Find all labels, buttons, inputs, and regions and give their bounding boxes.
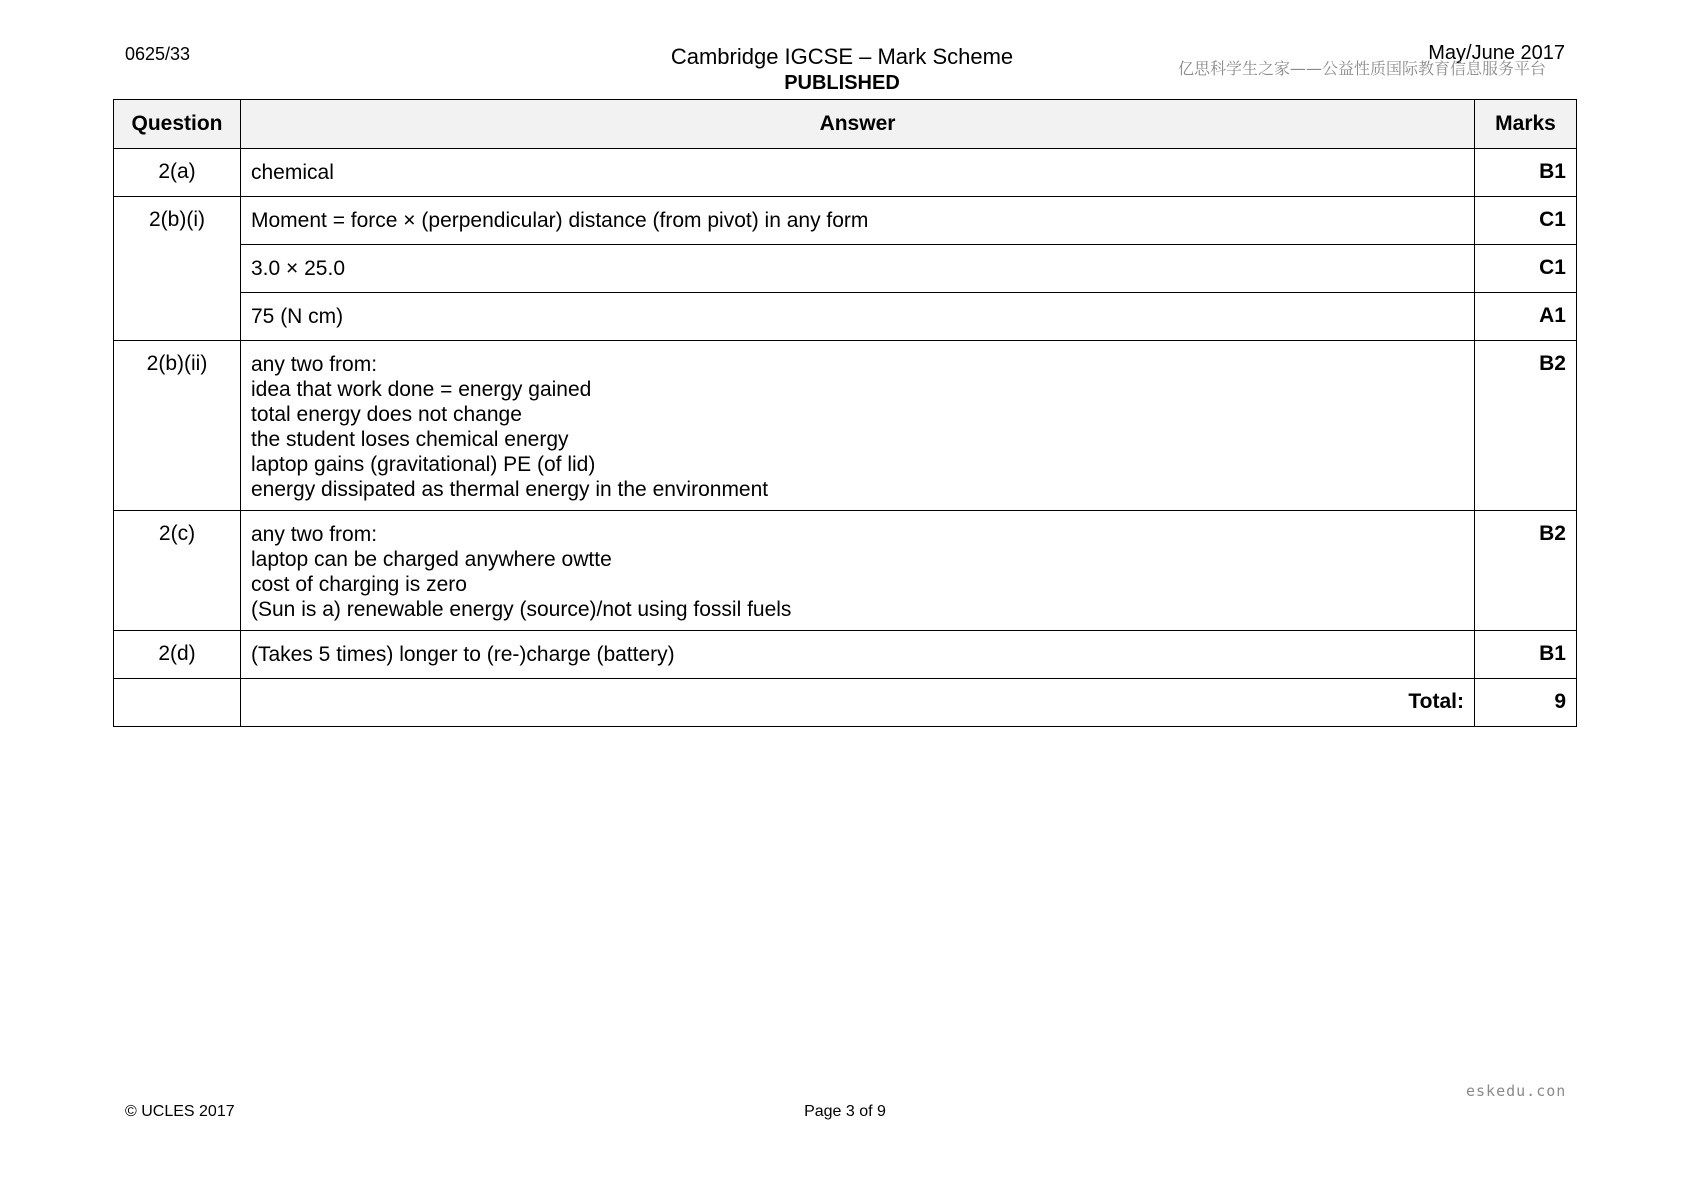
answer-cell	[241, 293, 1475, 341]
answer-line: any two from:	[251, 523, 378, 546]
answer-line: energy dissipated as thermal energy in the environment	[251, 478, 769, 501]
answer-line: 75 (N cm)	[251, 305, 344, 328]
answer-cell	[241, 511, 1475, 631]
answer-line: laptop can be charged anywhere owtte	[251, 548, 612, 571]
total-row	[114, 679, 1577, 727]
total-value: 9	[1475, 679, 1577, 727]
empty-cell	[114, 679, 241, 727]
answer-cell	[241, 245, 1475, 293]
marks-cell: C1	[1475, 245, 1577, 293]
paper-code: 0625/33	[125, 44, 191, 64]
table-row	[114, 511, 1577, 631]
answer-line: idea that work done = energy gained	[251, 378, 592, 401]
table-row	[114, 293, 1577, 341]
answer-cell	[241, 197, 1475, 245]
copyright: © UCLES 2017	[125, 1103, 235, 1120]
published-label: PUBLISHED	[784, 72, 900, 94]
page-number: Page 3 of 9	[804, 1103, 886, 1120]
question-header: Question	[114, 100, 241, 149]
total-label: Total:	[241, 679, 1475, 727]
answer-line: laptop gains (gravitational) PE (of lid)	[251, 453, 596, 476]
answer-cell	[241, 149, 1475, 197]
answer-line: (Sun is a) renewable energy (source)/not using fossil fuels	[251, 598, 792, 621]
question-cell: 2(b)(ii)	[114, 341, 241, 511]
question-cell: 2(d)	[114, 631, 241, 679]
marks-cell: C1	[1475, 197, 1577, 245]
answer-cell	[241, 341, 1475, 511]
answer-line: any two from:	[251, 353, 378, 376]
answer-line: cost of charging is zero	[251, 573, 467, 596]
marks-cell: B1	[1475, 149, 1577, 197]
marks-header: Marks	[1475, 100, 1577, 149]
answer-line: total energy does not change	[251, 403, 522, 426]
answer-line: (Takes 5 times) longer to (re-)charge (battery)	[251, 643, 675, 666]
question-cell: 2(c)	[114, 511, 241, 631]
document-title: Cambridge IGCSE – Mark Scheme	[670, 44, 1014, 69]
site-watermark: eskedu.con	[1466, 1082, 1567, 1100]
answer-line: 3.0 × 25.0	[251, 257, 345, 280]
table-row	[114, 197, 1577, 245]
answer-header: Answer	[241, 100, 1475, 149]
answer-cell	[241, 631, 1475, 679]
table-row	[114, 631, 1577, 679]
session-label: May/June 2017	[1428, 42, 1565, 64]
table-row	[114, 245, 1577, 293]
question-cell: 2(a)	[114, 149, 241, 197]
marks-cell: A1	[1475, 293, 1577, 341]
table-row	[114, 341, 1577, 511]
answer-line: the student loses chemical energy	[251, 428, 569, 451]
table-row	[114, 149, 1577, 197]
marks-cell: B2	[1475, 341, 1577, 511]
answer-line: chemical	[251, 161, 334, 184]
table-header-row	[114, 100, 1577, 149]
marks-cell: B1	[1475, 631, 1577, 679]
marks-cell: B2	[1475, 511, 1577, 631]
mark-scheme-table	[113, 99, 1577, 727]
watermark-text: 亿思科学生之家——公益性质国际教育信息服务平台	[1178, 59, 1547, 78]
question-cell: 2(b)(i)	[114, 197, 241, 341]
answer-line: Moment = force × (perpendicular) distance (from pivot) in any form	[251, 209, 869, 232]
